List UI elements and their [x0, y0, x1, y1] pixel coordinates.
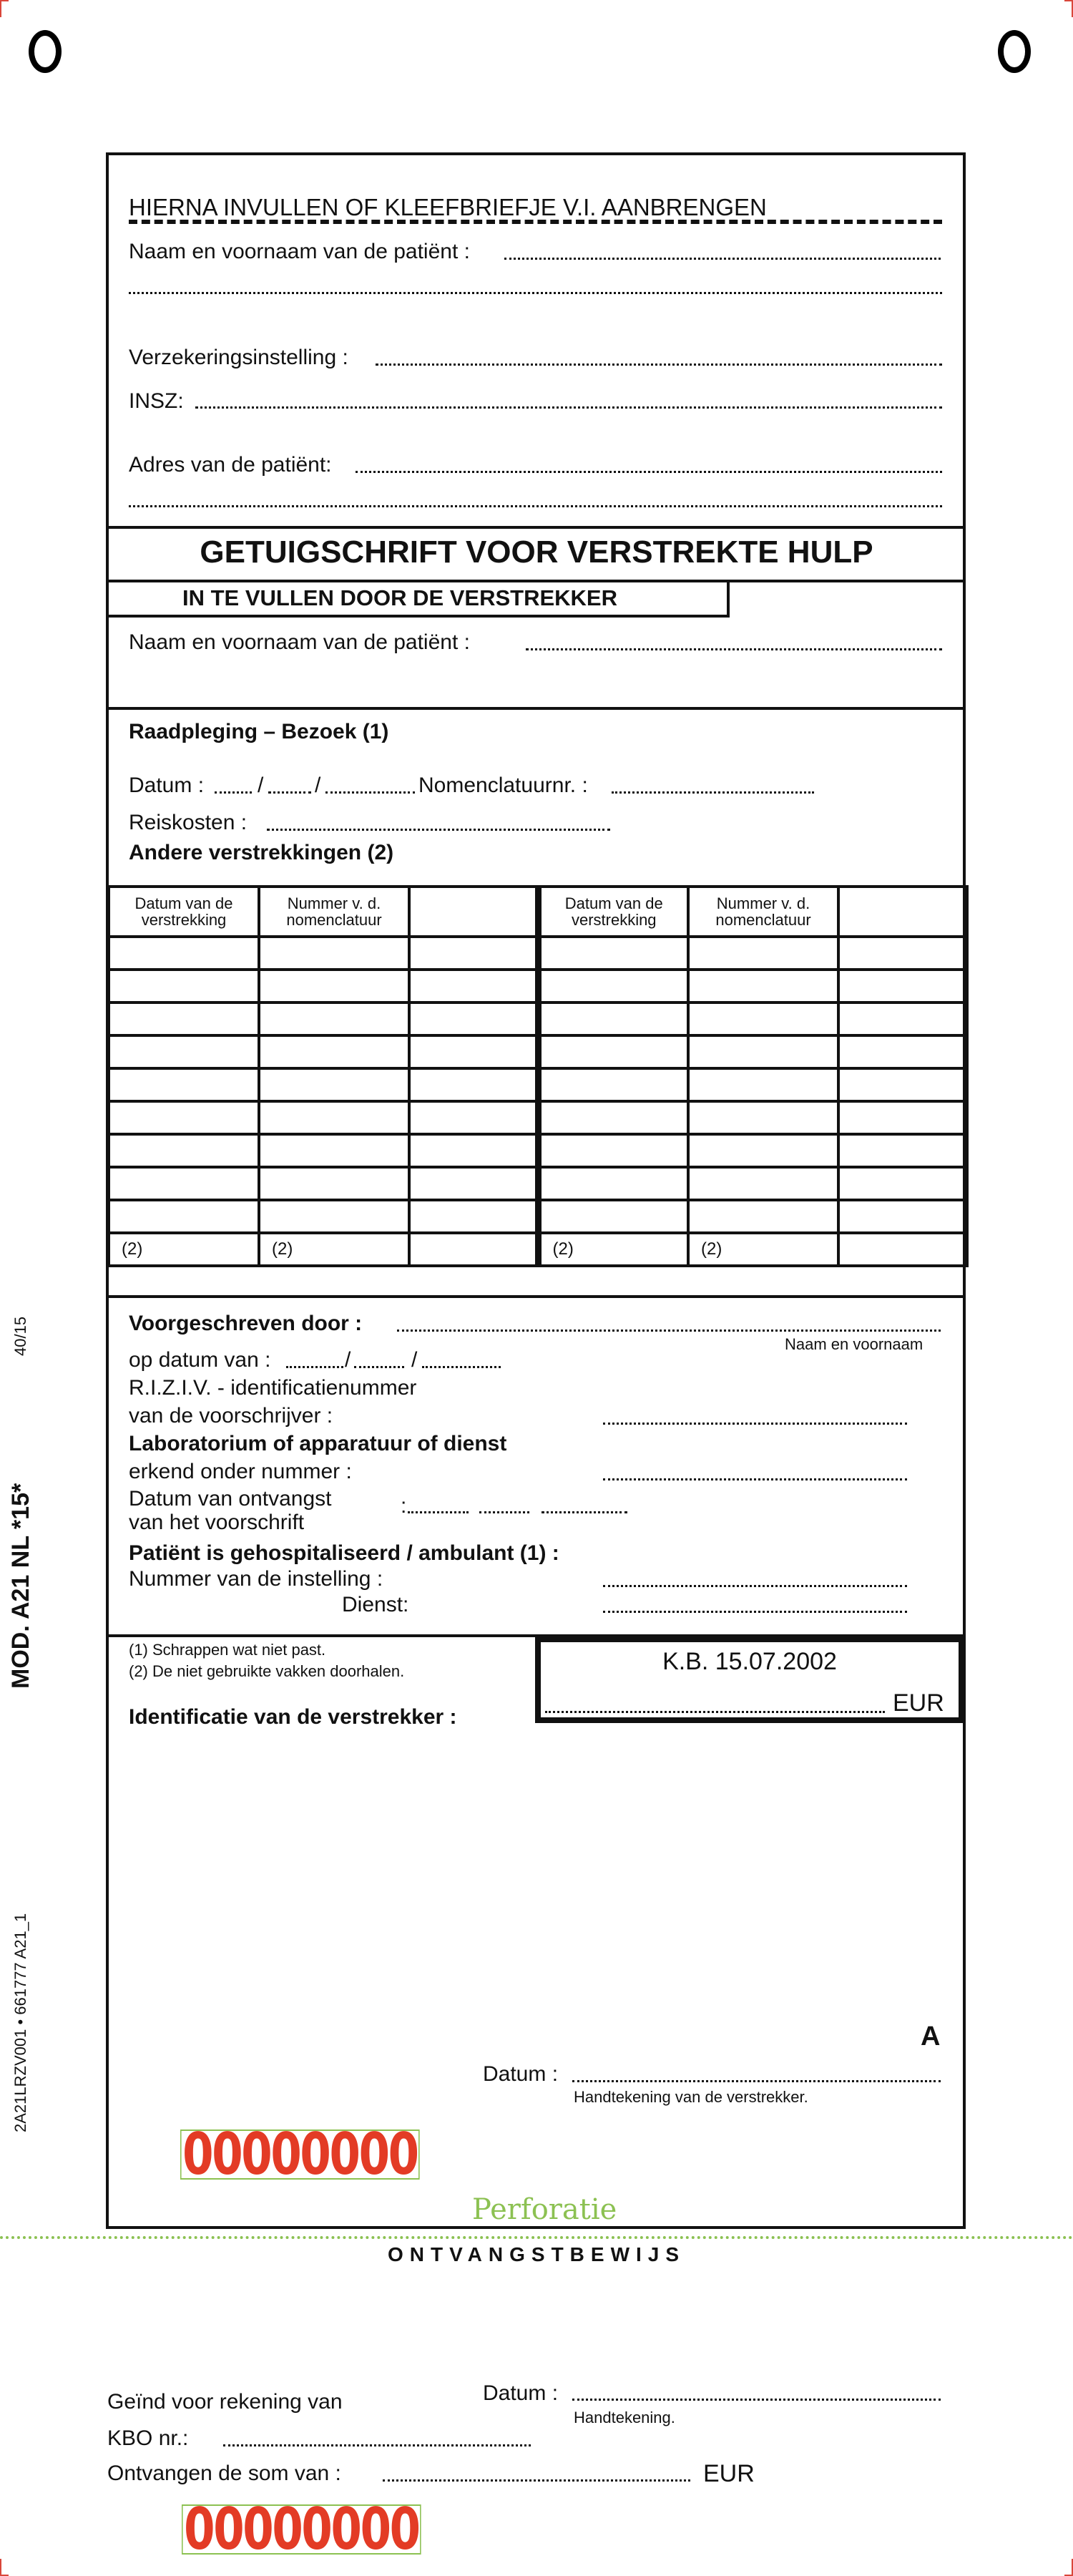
table-cell[interactable] [259, 1068, 409, 1101]
table-cell[interactable] [838, 1167, 967, 1200]
copy-letter: A [921, 2021, 941, 2051]
insurer-label: Verzekeringsinstelling : [129, 346, 348, 369]
other-services-heading: Andere verstrekkingen (2) [129, 841, 394, 864]
receipt-currency: EUR [703, 2460, 755, 2487]
table-footnote-cell [409, 1233, 538, 1266]
table-cell[interactable] [259, 970, 409, 1002]
table-header-cell: Nummer v. d. nomenclatuur [259, 887, 409, 937]
prescription-date-year-field[interactable] [422, 1366, 501, 1368]
table-cell[interactable] [538, 1200, 688, 1233]
receipt-serial-number: 00000000 [182, 2504, 421, 2555]
address-field-line2[interactable] [129, 505, 942, 507]
riziv-label-line1: R.I.Z.I.V. - identificatienummer [129, 1376, 417, 1400]
table-cell[interactable] [688, 970, 838, 1002]
table-cell[interactable] [109, 1200, 259, 1233]
consult-date-label: Datum : [129, 774, 205, 797]
table-cell[interactable] [409, 1134, 538, 1167]
patient-name-field-line2[interactable] [129, 292, 942, 294]
riziv-field[interactable] [603, 1423, 907, 1425]
table-cell[interactable] [688, 1167, 838, 1200]
sticker-dashed-line [129, 220, 942, 224]
table-header-row [109, 887, 967, 937]
table-footnote-cell: (2) [259, 1233, 409, 1266]
table-cell[interactable] [838, 1134, 967, 1167]
table-cell[interactable] [688, 1002, 838, 1035]
table-cell[interactable] [838, 1068, 967, 1101]
table-row [109, 1068, 967, 1101]
divider [107, 707, 966, 710]
table-row [109, 1002, 967, 1035]
footnote-2: (2) De niet gebruikte vakken doorhalen. [129, 1662, 405, 1680]
crop-mark-bottom-right [1064, 2559, 1073, 2576]
table-cell[interactable] [259, 1134, 409, 1167]
table-cell[interactable] [538, 937, 688, 970]
prescription-date-month-field[interactable] [354, 1366, 404, 1368]
prescribed-by-field[interactable] [397, 1330, 941, 1332]
prescription-date-label: op datum van : [129, 1348, 271, 1372]
table-cell[interactable] [688, 937, 838, 970]
table-cell[interactable] [838, 1200, 967, 1233]
kbo-field[interactable] [223, 2444, 531, 2446]
consult-date-day-field[interactable] [215, 791, 252, 794]
riziv-label-line2: van de voorschrijver : [129, 1404, 333, 1428]
table-cell[interactable] [538, 1002, 688, 1035]
signature-date-field[interactable] [572, 2080, 941, 2082]
collected-for-label: Geïnd voor rekening van [107, 2390, 343, 2414]
amount-received-label: Ontvangen de som van : [107, 2462, 341, 2485]
insurer-field[interactable] [376, 364, 942, 366]
table-header-cell: Nummer v. d. nomenclatuur [688, 887, 838, 937]
table-cell[interactable] [259, 937, 409, 970]
consult-date-month-field[interactable] [268, 791, 311, 794]
table-cell[interactable] [109, 1134, 259, 1167]
divider [107, 526, 966, 529]
nomenclature-label: Nomenclatuurnr. : [418, 774, 588, 797]
crop-mark-top-left [0, 0, 9, 17]
signature-caption: Handtekening van de verstrekker. [574, 2088, 808, 2106]
service-field[interactable] [603, 1611, 907, 1613]
table-cell[interactable] [109, 1167, 259, 1200]
table-cell[interactable] [409, 1101, 538, 1134]
table-footnote-row [109, 1233, 967, 1266]
receipt-date-label-line1: Datum van ontvangst [129, 1487, 332, 1511]
receipt-date-colon: : [401, 1494, 407, 1518]
table-cell[interactable] [538, 970, 688, 1002]
table-cell[interactable] [538, 1101, 688, 1134]
table-cell[interactable] [838, 1035, 967, 1068]
name-caption: Naam en voornaam [785, 1335, 923, 1353]
table-header-cell [838, 887, 967, 937]
table-cell[interactable] [538, 1134, 688, 1167]
crop-mark-top-right [1064, 0, 1073, 17]
divider [727, 580, 730, 618]
punch-hole-left [29, 30, 62, 73]
perforation-line[interactable] [0, 2236, 1073, 2239]
table-cell[interactable] [688, 1035, 838, 1068]
sticker-hint: HIERNA INVULLEN OF KLEEFBRIEFJE V.I. AANBRENGEN [129, 194, 767, 220]
consult-heading: Raadpleging – Bezoek (1) [129, 720, 389, 743]
prescribed-by-label: Voorgeschreven door : [129, 1312, 363, 1335]
royal-decree-date: K.B. 15.07.2002 [662, 1648, 837, 1675]
patient-name-label: Naam en voornaam van de patiënt : [129, 240, 470, 263]
lab-heading: Laboratorium of apparatuur of dienst [129, 1432, 507, 1455]
consult-date-sep: / [315, 774, 321, 797]
table-cell[interactable] [259, 1101, 409, 1134]
kbo-label: KBO nr.: [107, 2426, 189, 2450]
serial-number: 00000000 [180, 2129, 420, 2180]
table-cell[interactable] [259, 1200, 409, 1233]
table-header-cell: Datum van de verstrekking [538, 887, 688, 937]
table-row [109, 1035, 967, 1068]
table-row [109, 1200, 967, 1233]
provider-patient-name-label: Naam en voornaam van de patiënt : [129, 630, 470, 654]
table-cell[interactable] [409, 1200, 538, 1233]
table-row [109, 1134, 967, 1167]
table-cell[interactable] [838, 937, 967, 970]
address-label: Adres van de patiënt: [129, 453, 332, 477]
crop-mark-bottom-left [0, 2559, 9, 2576]
table-cell[interactable] [688, 1134, 838, 1167]
table-cell[interactable] [109, 1035, 259, 1068]
table-cell[interactable] [259, 1167, 409, 1200]
table-footnote-cell: (2) [688, 1233, 838, 1266]
table-cell[interactable] [838, 1101, 967, 1134]
side-print-reference: 2A21LRZV001 • 661777 A21_1 [11, 1913, 29, 2132]
receipt-signature-date-field[interactable] [572, 2399, 941, 2401]
table-cell[interactable] [538, 1035, 688, 1068]
table-cell[interactable] [109, 1002, 259, 1035]
table-cell[interactable] [109, 1068, 259, 1101]
table-cell[interactable] [109, 970, 259, 1002]
amount-received-field[interactable] [383, 2479, 690, 2482]
receipt-date-year-field[interactable] [542, 1511, 627, 1513]
table-cell[interactable] [409, 1167, 538, 1200]
approved-number-field[interactable] [603, 1478, 907, 1480]
fee-currency: EUR [893, 1689, 944, 1717]
prescription-date-sep: / [345, 1348, 351, 1372]
table-footnote-cell [838, 1233, 967, 1266]
table-cell[interactable] [409, 937, 538, 970]
table-row [109, 1101, 967, 1134]
consult-date-sep: / [258, 774, 264, 797]
institution-number-label: Nummer van de instelling : [129, 1567, 383, 1591]
table-cell[interactable] [409, 970, 538, 1002]
perforation-label: Perforatie [472, 2193, 617, 2226]
travel-costs-field[interactable] [267, 829, 610, 831]
table-cell[interactable] [409, 1035, 538, 1068]
table-cell[interactable] [688, 1068, 838, 1101]
prescription-date-sep: / [411, 1348, 418, 1372]
table-cell[interactable] [409, 1002, 538, 1035]
services-table [107, 885, 969, 1267]
travel-costs-label: Reiskosten : [129, 811, 248, 834]
table-cell[interactable] [538, 1167, 688, 1200]
insz-field[interactable] [195, 406, 942, 409]
table-row [109, 1167, 967, 1200]
divider [107, 615, 730, 618]
table-cell[interactable] [538, 1068, 688, 1101]
table-cell[interactable] [688, 1101, 838, 1134]
form-title: GETUIGSCHRIFT VOOR VERSTREKTE HULP [200, 535, 873, 570]
punch-hole-right [998, 30, 1031, 73]
fee-amount-field[interactable] [545, 1711, 885, 1713]
table-header-cell [409, 887, 538, 937]
prescription-date-day-field[interactable] [286, 1366, 343, 1368]
consult-date-year-field[interactable] [325, 791, 415, 794]
approved-number-label: erkend onder nummer : [129, 1460, 352, 1483]
side-code-small: 40/15 [11, 1316, 29, 1356]
table-cell[interactable] [259, 1035, 409, 1068]
table-cell[interactable] [838, 970, 967, 1002]
footnote-1: (1) Schrappen wat niet past. [129, 1641, 326, 1659]
receipt-date-label-line2: van het voorschrift [129, 1511, 305, 1534]
table-cell[interactable] [259, 1002, 409, 1035]
receipt-date-month-field[interactable] [479, 1511, 529, 1513]
table-row [109, 937, 967, 970]
hospitalised-heading: Patiënt is gehospitaliseerd / ambulant (1) : [129, 1541, 559, 1565]
address-field[interactable] [356, 471, 942, 473]
table-footnote-cell: (2) [538, 1233, 688, 1266]
receipt-title: ONTVANGSTBEWIJS [387, 2243, 686, 2265]
patient-name-field[interactable] [504, 258, 941, 260]
institution-number-field[interactable] [603, 1585, 907, 1587]
table-row [109, 970, 967, 1002]
table-cell[interactable] [109, 937, 259, 970]
service-label: Dienst: [342, 1593, 409, 1616]
receipt-signature-caption: Handtekening. [574, 2409, 675, 2426]
table-footnote-cell: (2) [109, 1233, 259, 1266]
provider-section-header: IN TE VULLEN DOOR DE VERSTREKKER [182, 585, 617, 610]
divider [107, 580, 966, 582]
receipt-date-day-field[interactable] [408, 1511, 469, 1513]
table-header-cell: Datum van de verstrekking [109, 887, 259, 937]
nomenclature-field[interactable] [612, 791, 814, 794]
table-cell[interactable] [409, 1068, 538, 1101]
insz-label: INSZ: [129, 389, 184, 413]
receipt-date-label: Datum : [483, 2381, 559, 2405]
side-model-code: MOD. A21 NL *15* [7, 1483, 34, 1689]
table-cell[interactable] [688, 1200, 838, 1233]
table-cell[interactable] [838, 1002, 967, 1035]
provider-id-label: Identificatie van de verstrekker : [129, 1705, 457, 1729]
divider [107, 1295, 966, 1298]
provider-patient-name-field[interactable] [526, 648, 942, 650]
table-cell[interactable] [109, 1101, 259, 1134]
signature-date-label: Datum : [483, 2062, 559, 2086]
